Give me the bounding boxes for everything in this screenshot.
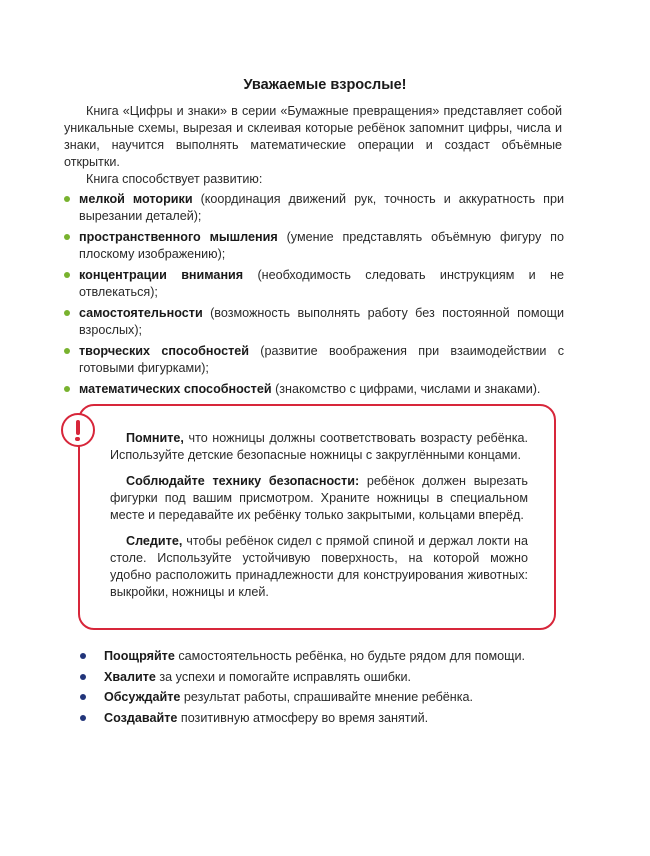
list-item bbox=[80, 648, 560, 664]
green-bullet-icon bbox=[64, 196, 70, 202]
list-item-text: (координация движений рук, точность и аккуратность при вырезании деталей); bbox=[79, 192, 564, 223]
green-bullet-icon bbox=[64, 272, 70, 278]
list-item bbox=[64, 267, 564, 300]
list-item-term: творческих способностей bbox=[79, 344, 249, 358]
warning-lead: Следите, bbox=[126, 534, 183, 548]
list-item-text: (знакомство с цифрами, числами и знаками). bbox=[271, 382, 541, 396]
list-item-term: самостоятельности bbox=[79, 306, 203, 320]
blue-bullet-icon bbox=[80, 653, 86, 659]
list-item bbox=[80, 669, 560, 685]
warning-paragraph bbox=[110, 533, 528, 601]
tip-text: самостоятельность ребёнка, но будьте рядом для помощи. bbox=[174, 649, 526, 663]
page-title: Уважаемые взрослые! bbox=[243, 77, 407, 93]
exclamation-bar bbox=[76, 420, 80, 435]
list-item bbox=[64, 381, 564, 398]
green-bullet-icon bbox=[64, 386, 70, 392]
list-item-text: (развитие воображения при взаимодействии с готовыми фигурками); bbox=[79, 344, 564, 375]
tips-list bbox=[80, 648, 560, 730]
tip-term: Создавайте bbox=[104, 710, 178, 725]
warning-body: что ножницы должны соответствовать возрасту ребёнка. Используйте детские безопасные ножницы с закруглёнными концами. bbox=[110, 431, 528, 462]
warning-body: ребёнок должен вырезать фигурки под вашим присмотром. Храните ножницы в специальном месте и передавайте их ребёнку только закрытыми, кольцами вперёд. bbox=[110, 474, 528, 522]
list-item bbox=[80, 689, 560, 705]
exclamation-dot bbox=[75, 437, 79, 441]
tip-term: Хвалите bbox=[104, 669, 156, 684]
exclamation-icon bbox=[61, 413, 95, 447]
blue-bullet-icon bbox=[80, 694, 86, 700]
list-item-text: (умение представлять объёмную фигуру по плоскому изображению); bbox=[79, 230, 564, 261]
warning-lead: Помните, bbox=[126, 431, 184, 445]
green-bullet-icon bbox=[64, 310, 70, 316]
promotes-label: Книга способствует развитию: bbox=[86, 172, 263, 186]
list-item-text: (возможность выполнять работу без постоянной помощи взрослых); bbox=[79, 306, 564, 337]
list-item bbox=[64, 229, 564, 262]
green-bullet-icon bbox=[64, 234, 70, 240]
tip-term: Обсуждайте bbox=[104, 690, 181, 704]
list-item-text: (необходимость следовать инструкциям и не отвлекаться); bbox=[79, 268, 564, 299]
list-item bbox=[80, 710, 560, 726]
warning-body: чтобы ребёнок сидел с прямой спиной и держал локти на столе. Используйте устойчивую поверхность, на которой можно удобно расположить принадлежности для конструирования животных: выкройки, ножницы и клей. bbox=[110, 534, 528, 599]
warning-paragraph bbox=[110, 430, 528, 464]
intro-paragraph: Книга «Цифры и знаки» в серии «Бумажные превращения» представляет собой уникальные схемы, вырезая и склеивая которые ребёнок запомнит цифры, числа и знаки, научится выполнять математические операции и создаст объёмные открытки. bbox=[64, 104, 562, 169]
list-item-term: мелкой моторики bbox=[79, 192, 193, 206]
list-item-term: математических способностей bbox=[79, 382, 272, 396]
list-item bbox=[64, 305, 564, 338]
list-item-term: концентрации внимания bbox=[79, 268, 244, 282]
development-list bbox=[64, 191, 564, 403]
tip-term: Поощряйте bbox=[104, 649, 175, 663]
warning-paragraph bbox=[110, 473, 528, 524]
green-bullet-icon bbox=[64, 348, 70, 354]
list-item bbox=[64, 343, 564, 376]
safety-warning-text bbox=[110, 430, 528, 610]
list-item bbox=[64, 191, 564, 224]
blue-bullet-icon bbox=[80, 674, 86, 680]
tip-text: за успехи и помогайте исправлять ошибки. bbox=[155, 669, 411, 684]
list-item-term: пространственного мышления bbox=[79, 230, 278, 244]
tip-text: результат работы, спрашивайте мнение ребёнка. bbox=[180, 690, 474, 704]
tip-text: позитивную атмосферу во время занятий. bbox=[177, 710, 429, 725]
blue-bullet-icon bbox=[80, 715, 86, 721]
warning-lead: Соблюдайте технику безопасности: bbox=[126, 474, 360, 488]
